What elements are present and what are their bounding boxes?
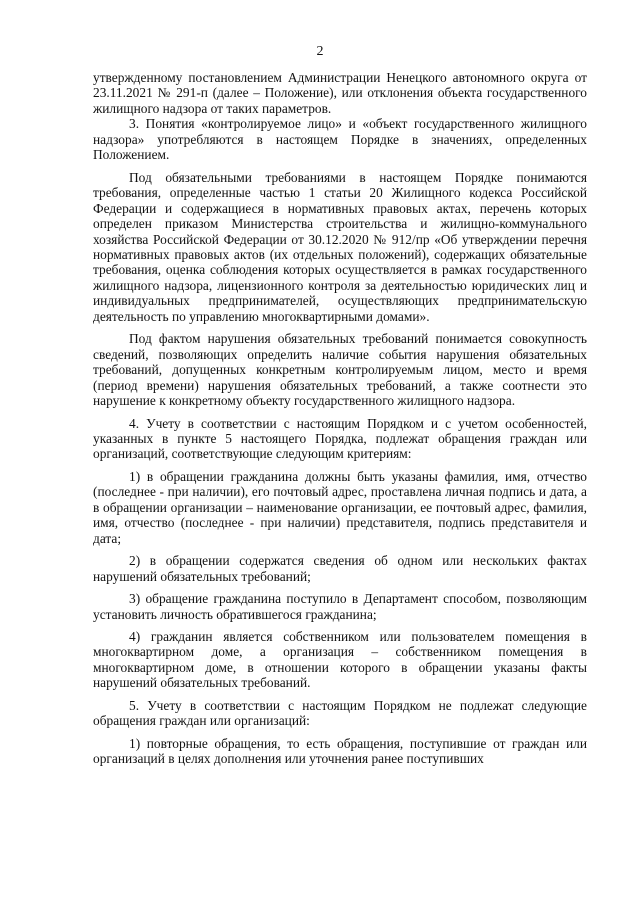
page-number: 2 xyxy=(316,44,324,59)
list-item-4-3: 3) обращение гражданина поступило в Департамент способом, позволяющим установить личность обратившегося гражданина; xyxy=(93,591,587,622)
paragraph-item-3: 3. Понятия «контролируемое лицо» и «объект государственного жилищного надзора» употребляются в настоящем Порядке в значениях, определенных Положением. xyxy=(93,116,587,163)
document-body xyxy=(93,70,587,767)
paragraph-violation-fact: Под фактом нарушения обязательных требований понимается совокупность сведений, позволяющих определить наличие события нарушения обязательных требований, допущенных конкретным контролируемым лицом, место и время (период времени) нарушения обязательных требований, а также соотнести это нарушение к конкретному объекту государственного жилищного надзора. xyxy=(93,331,587,409)
list-item-4-1: 1) в обращении гражданина должны быть указаны фамилия, имя, отчество (последнее - при наличии), его почтовый адрес, проставлена личная подпись и дата, а в обращении организации – наименование организации, ее почтовый адрес, фамилия, имя, отчество (последнее - при наличии) представителя, подпись представителя и дата; xyxy=(93,468,587,546)
paragraph-continuation: утвержденному постановлением Администрации Ненецкого автономного округа от 23.11.2021 № 291-п (далее – Положение), или отклонения объекта государственного жилищного надзора от таких параметров. xyxy=(93,70,587,116)
paragraph-item-4: 4. Учету в соответствии с настоящим Порядком и с учетом особенностей, указанных в пункте 5 настоящего Порядка, подлежат обращения граждан или организаций, соответствующие следующим критериям: xyxy=(93,415,587,462)
paragraph-mandatory-requirements: Под обязательными требованиями в настоящем Порядке понимаются требования, определенные частью 1 статьи 20 Жилищного кодекса Российской Федерации и содержащиеся в нормативных правовых актах, перечень которых определен приказом Министерства строительства и жилищно-коммунального хозяйства Российской Федерации от 30.12.2020 № 912/пр «Об утверждении перечня нормативных правовых актов (их отдельных положений), содержащих обязательные требования, оценка соблюдения которых осуществляется в рамках государственного жилищного надзора, лицензионного контроля за деятельностью юридических лиц и индивидуальных предпринимателей, осуществляющих предпринимательскую деятельность по управлению многоквартирными домами». xyxy=(93,169,587,324)
paragraph-item-5: 5. Учету в соответствии с настоящим Порядком не подлежат следующие обращения граждан или организаций: xyxy=(93,697,587,729)
list-item-4-2: 2) в обращении содержатся сведения об одном или нескольких фактах нарушений обязательных требований; xyxy=(93,553,587,584)
list-item-4-4: 4) гражданин является собственником или пользователем помещения в многоквартирном доме, а организация – собственником помещения в многоквартирном доме, в отношении которого в обращении указаны факты нарушений обязательных требований. xyxy=(93,628,587,691)
list-item-5-1: 1) повторные обращения, то есть обращения, поступившие от граждан или организаций в целях дополнения или уточнения ранее поступивших xyxy=(93,735,587,767)
